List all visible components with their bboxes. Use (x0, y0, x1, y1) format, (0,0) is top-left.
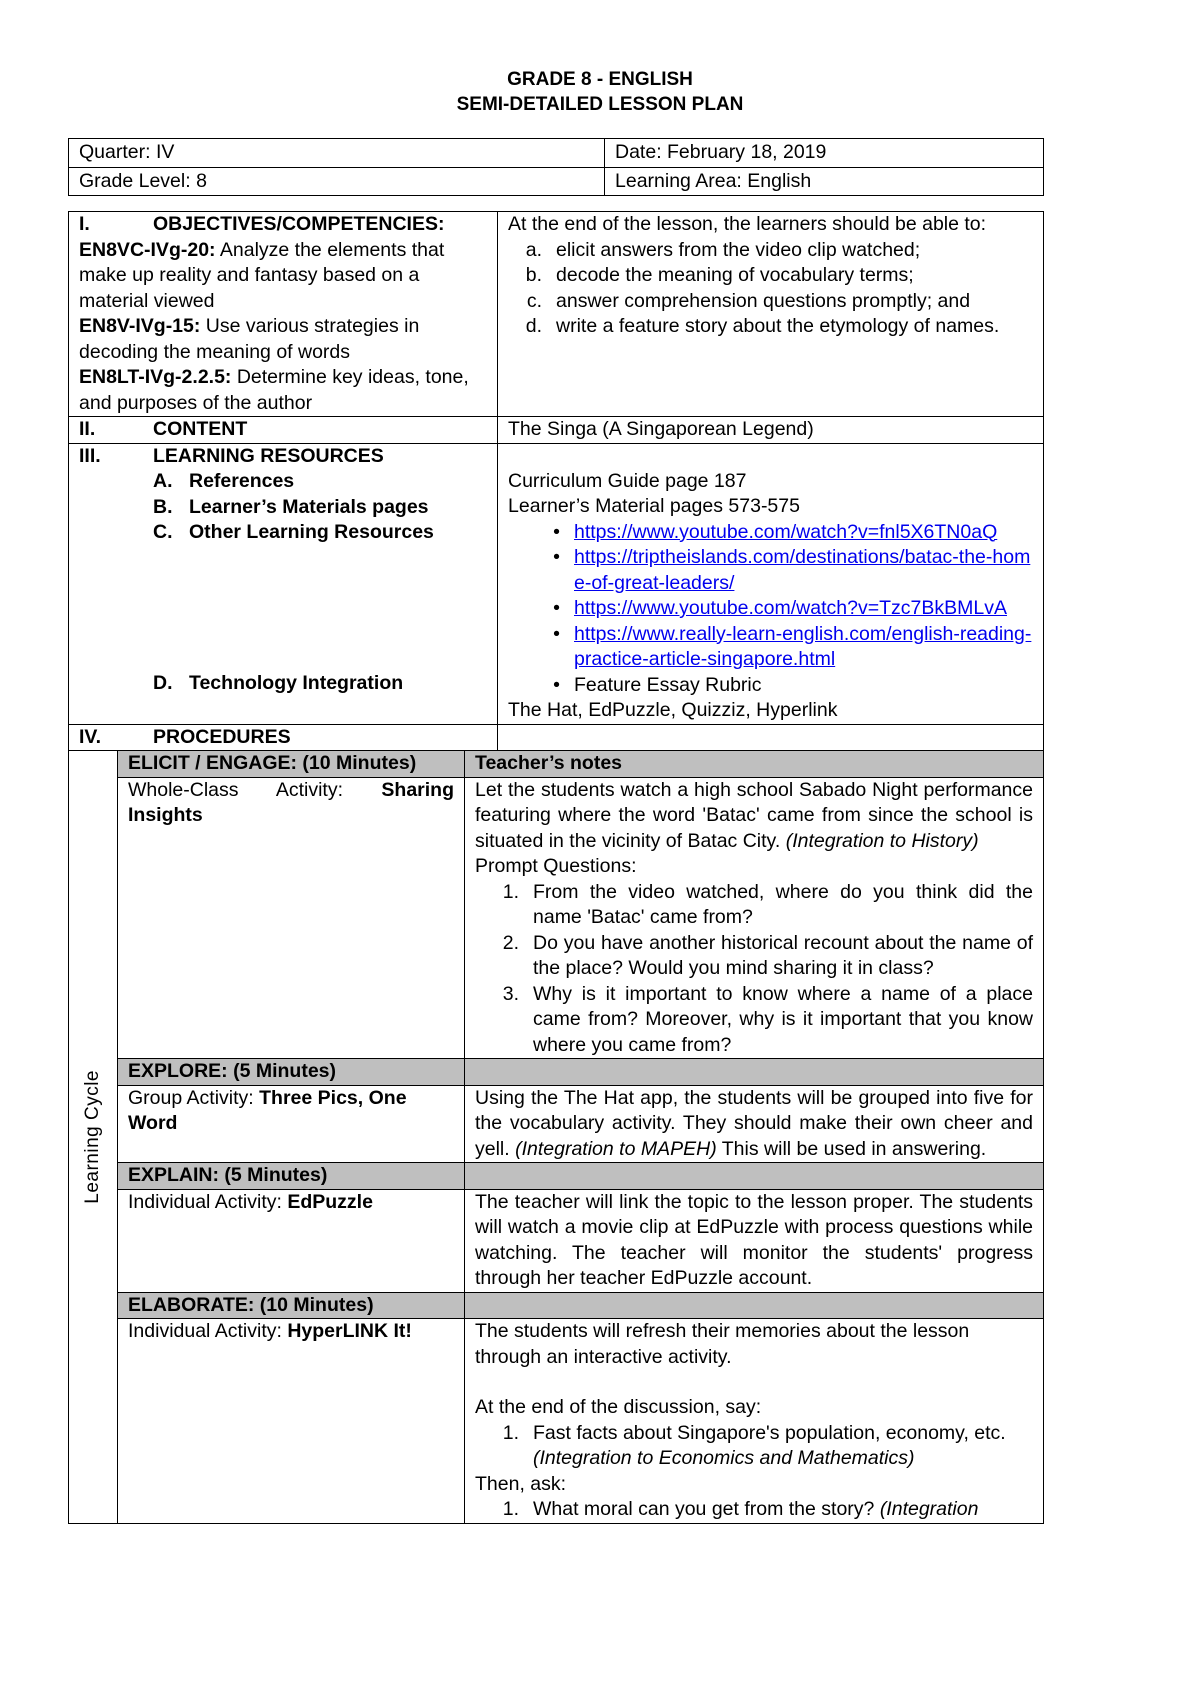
ask-label: Then, ask: (475, 1472, 567, 1495)
content-heading: CONTENT (153, 418, 248, 440)
resource-link-4[interactable]: https://www.really-learn-english.com/english-reading-practice-article-singapore.html (574, 622, 1032, 670)
grade-level-cell: Grade Level: 8 (69, 167, 605, 196)
doc-title: GRADE 8 - ENGLISH (507, 69, 693, 90)
references-value: Curriculum Guide page 187 (508, 469, 747, 492)
doc-subtitle: SEMI-DETAILED LESSON PLAN (456, 94, 744, 115)
learning-cycle-cell (69, 751, 118, 1524)
objectives-intro: At the end of the lesson, the learners should be able to: (508, 213, 987, 235)
content-num: II. (79, 418, 96, 440)
tech-integration-value: The Hat, EdPuzzle, Quizziz, Hyperlink (508, 699, 838, 721)
say-item: 1. Fast facts about Singapore's population, economy, etc. (Integration to Economics and Mathematics) (502, 1421, 1006, 1469)
explore-activity: Group Activity: Three Pics, One Word (118, 1085, 465, 1163)
lesson-plan-table (68, 211, 1044, 1524)
lm-pages-value: Learner’s Material pages 573-575 (508, 495, 800, 517)
prompt-question: 1. From the video watched, where do you think did the name 'Batac' came from? (502, 880, 1033, 928)
resource-sub-d: D. Technology Integration (153, 671, 404, 694)
explain-activity: Individual Activity: EdPuzzle (118, 1189, 465, 1292)
elicit-notes: Let the students watch a high school Sabado Night performance featuring where the word 'Batac' came from since the school is situated in the vicinity of Batac City. (Integration to History) (475, 778, 1033, 852)
objective-item: b. decode the meaning of vocabulary terms; (525, 264, 914, 286)
resources-heading: LEARNING RESOURCES (153, 444, 384, 467)
learning-area-cell: Learning Area: English (605, 167, 1044, 196)
ask-item: 1. What moral can you get from the story? (Integration (502, 1498, 979, 1520)
say-label: At the end of the discussion, say: (475, 1396, 762, 1418)
elaborate-notes: The students will refresh their memories about the lesson through an interactive activity. (475, 1320, 970, 1368)
objectives-num: I. (79, 213, 90, 235)
bullet-icon: • (553, 597, 560, 619)
learning-cycle-label: Learning Cycle (82, 1069, 104, 1204)
bullet-icon: • (553, 546, 560, 568)
resource-sub-b: B. Learner’s Materials pages (153, 495, 429, 518)
resource-link-1[interactable]: https://www.youtube.com/watch?v=fnl5X6TN0aQ (574, 520, 998, 543)
procedures-num: IV. (79, 725, 102, 748)
explore-header: EXPLORE: (5 Minutes) (128, 1060, 337, 1082)
objectives-heading: OBJECTIVES/COMPETENCIES: (153, 213, 445, 235)
explore-notes: Using the The Hat app, the students will be grouped into five for the vocabulary activity. They should make their own cheer and yell. (Integration to MAPEH) This will be used in answering. (465, 1085, 1044, 1163)
content-value: The Singa (A Singaporean Legend) (498, 417, 1044, 444)
resources-num: III. (79, 444, 101, 467)
content-row (69, 417, 1044, 444)
prompt-label: Prompt Questions: (475, 855, 637, 877)
elicit-activity: Whole-Class Activity: Sharing Insights (118, 777, 465, 1059)
resources-row (69, 443, 1044, 724)
competency-2: EN8V-IVg-15: Use various strategies in decoding the meaning of words (79, 315, 420, 363)
header-table (68, 138, 1044, 196)
objective-item: d. write a feature story about the etymology of names. (525, 315, 1000, 337)
explain-notes: The teacher will link the topic to the lesson proper. The students will watch a movie clip at EdPuzzle with process questions while watching. The teacher will monitor the students' progress through her teacher EdPuzzle account. (465, 1189, 1044, 1292)
procedures-heading: PROCEDURES (153, 725, 291, 748)
explain-header: EXPLAIN: (5 Minutes) (128, 1164, 328, 1186)
resource-sub-a: A. References (153, 470, 295, 492)
rubric-item: Feature Essay Rubric (574, 673, 762, 696)
elaborate-header: ELABORATE: (10 Minutes) (128, 1293, 374, 1316)
resource-link-3[interactable]: https://www.youtube.com/watch?v=Tzc7BkBMLvA (574, 597, 1007, 619)
elicit-header: ELICIT / ENGAGE: (10 Minutes) (128, 752, 417, 774)
objective-item: c. answer comprehension questions promptly; and (526, 289, 971, 312)
resource-sub-c: C. Other Learning Resources (153, 521, 434, 543)
prompt-question: 2. Do you have another historical recount about the name of the place? Would you mind sharing it in class? (502, 931, 1033, 979)
resource-link-2[interactable]: https://triptheislands.com/destinations/batac-the-home-of-great-leaders/ (574, 546, 1031, 594)
quarter-cell: Quarter: IV (69, 139, 605, 168)
procedures-row (69, 724, 1044, 751)
competency-1: EN8VC-IVg-20: Analyze the elements that make up reality and fantasy based on a material viewed (79, 238, 445, 312)
bullet-icon: • (553, 673, 560, 696)
elaborate-activity: Individual Activity: HyperLINK It! (118, 1319, 465, 1524)
date-cell: Date: February 18, 2019 (605, 139, 1044, 168)
bullet-icon: • (553, 622, 560, 645)
prompt-question: 3. Why is it important to know where a name of a place came from? Moreover, why is it important that you know where you came from? (502, 982, 1033, 1056)
bullet-icon: • (553, 520, 560, 543)
teachers-notes-header: Teacher’s notes (475, 752, 623, 774)
objective-item: a. elicit answers from the video clip watched; (525, 238, 921, 261)
competency-3: EN8LT-IVg-2.2.5: Determine key ideas, tone, and purposes of the author (79, 366, 469, 414)
objectives-row (69, 212, 1044, 417)
